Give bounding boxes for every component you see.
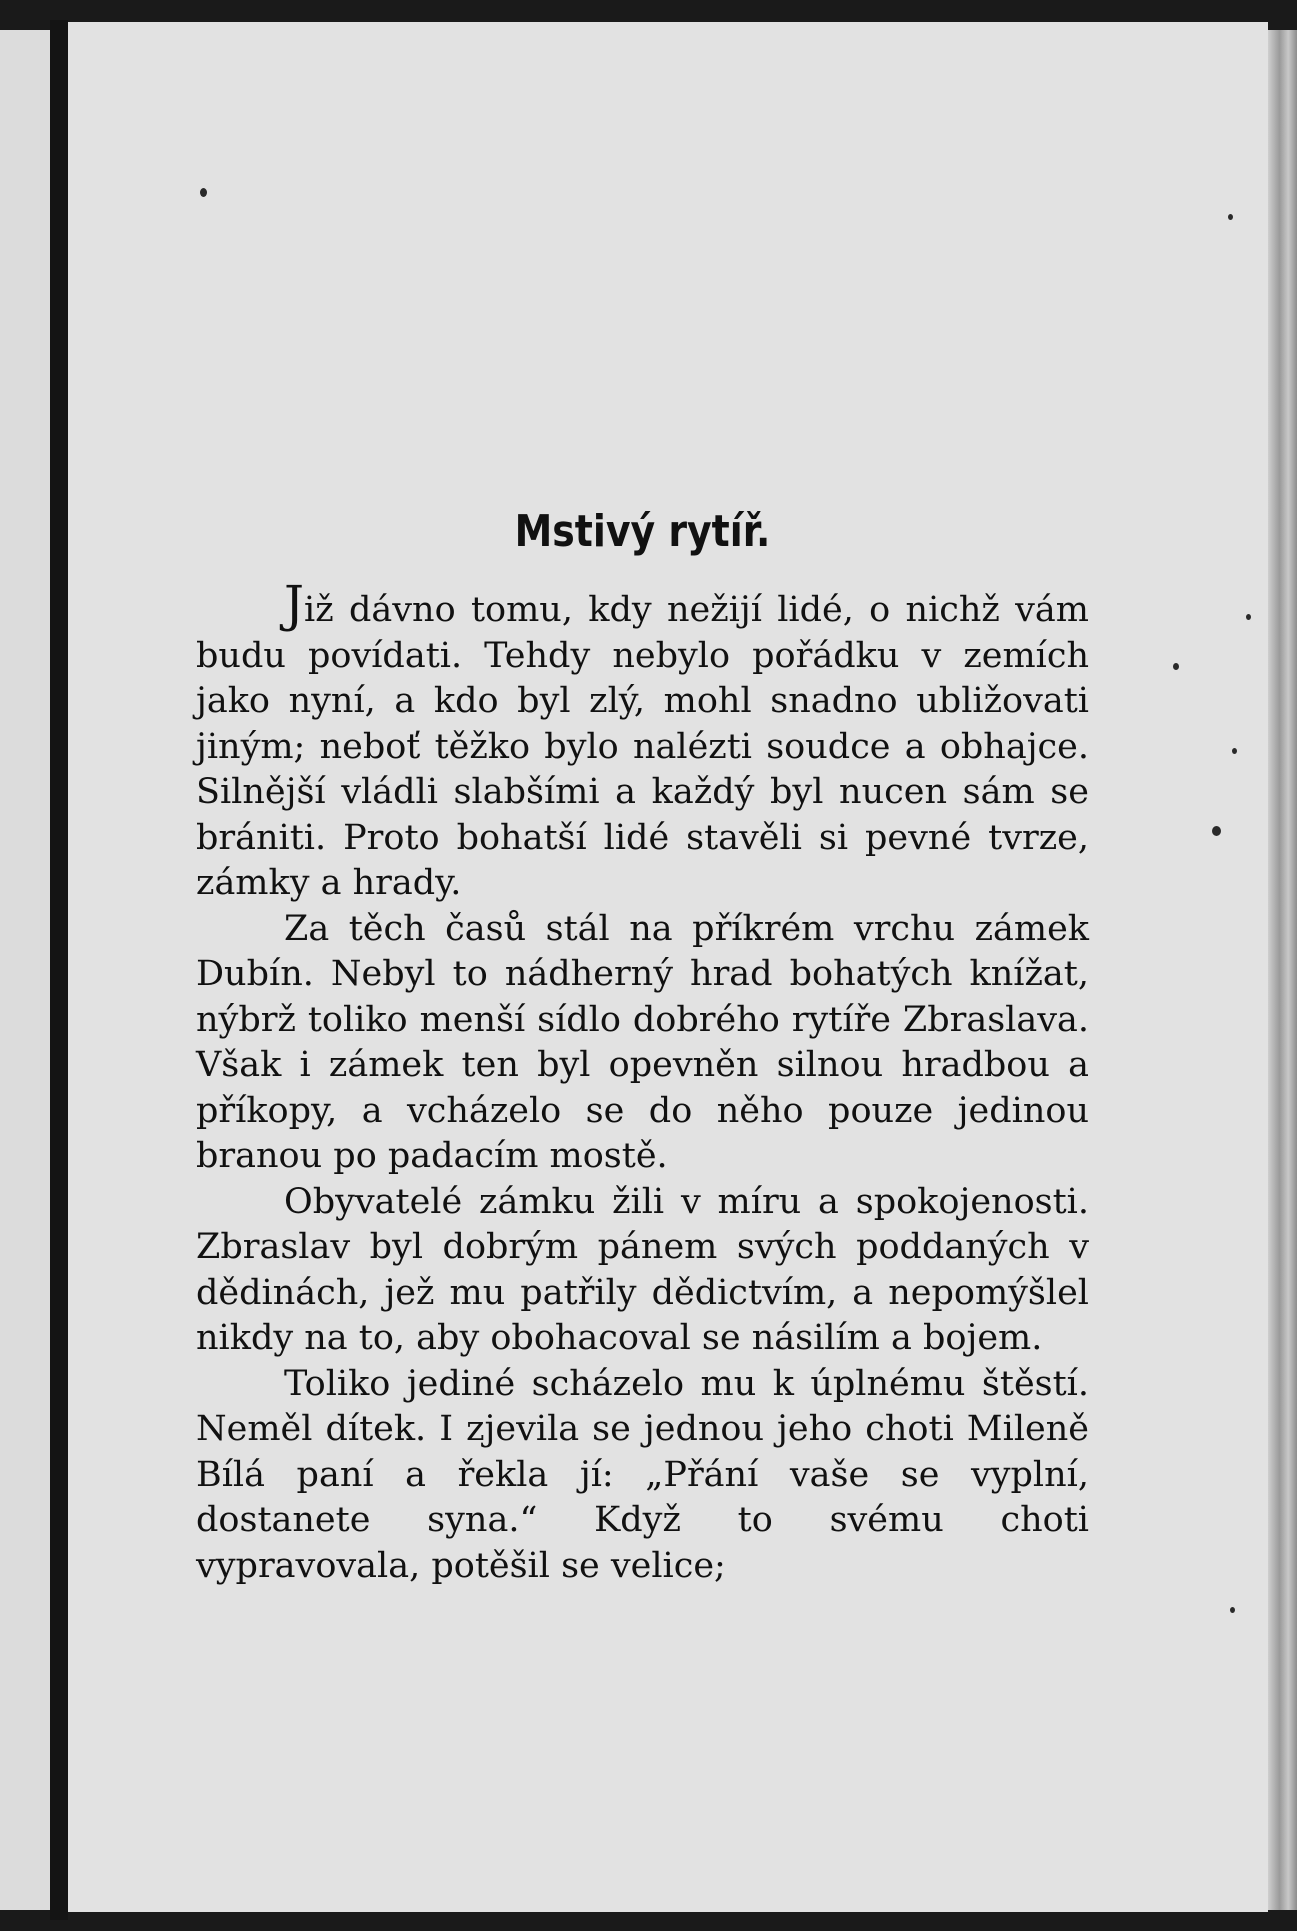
print-speck xyxy=(1246,614,1251,620)
paragraph-1-text: iž dávno tomu, kdy nežijí lidé, o nichž vám budu povídati. Tehdy nebylo pořádku v zemích jako nyní, a kdo byl zlý, mohl snadno ubližovati jiným; neboť těžko bylo nalézti soudce a obhajce. Silnější vládli slabšími a každý byl nucen sám se brániti. Proto bohatší lidé stavěli si pevné tvrze, zámky a hrady. xyxy=(196,590,1089,903)
paragraph-1 xyxy=(196,575,1089,907)
book-gutter xyxy=(50,20,68,1920)
print-speck xyxy=(1232,748,1237,754)
drop-letter: J xyxy=(284,575,305,633)
paragraph-3: Obyvatelé zámku žili v míru a spokojenosti. Zbraslav byl dobrým pánem svých poddaných v dědinách, jež mu patřily dědictvím, a nepomýšlel nikdy na to, aby obohacoval se násilím a bojem. xyxy=(196,1181,1089,1358)
paragraph-2: Za těch časů stál na příkrém vrchu zámek Dubín. Nebyl to nádherný hrad bohatých knížat, nýbrž toliko menší sídlo dobrého rytíře Zbraslava. Však i zámek ten byl opevněn silnou hradbou a příkopy, a vcházelo se do něho pouze jedinou branou po padacím mostě. xyxy=(196,908,1089,1176)
print-speck xyxy=(1173,663,1179,670)
page-text xyxy=(196,506,1089,1589)
print-speck xyxy=(1230,1607,1235,1613)
chapter-title: Mstivý rytíř. xyxy=(514,506,771,557)
paragraph-4: Toliko jediné scházelo mu k úplnému štěstí. Neměl dítek. I zjevila se jednou jeho choti Mileně Bílá paní a řekla jí: „Přání vaše se vyplní, dostanete syna.“ Když to svému choti vypravovala, potěšil se velice; xyxy=(196,1363,1089,1586)
adjacent-page-edge xyxy=(0,30,50,1910)
print-speck xyxy=(200,188,207,197)
page-stack-edge xyxy=(1268,30,1297,1910)
print-speck xyxy=(1212,826,1221,836)
print-speck xyxy=(1228,214,1233,220)
